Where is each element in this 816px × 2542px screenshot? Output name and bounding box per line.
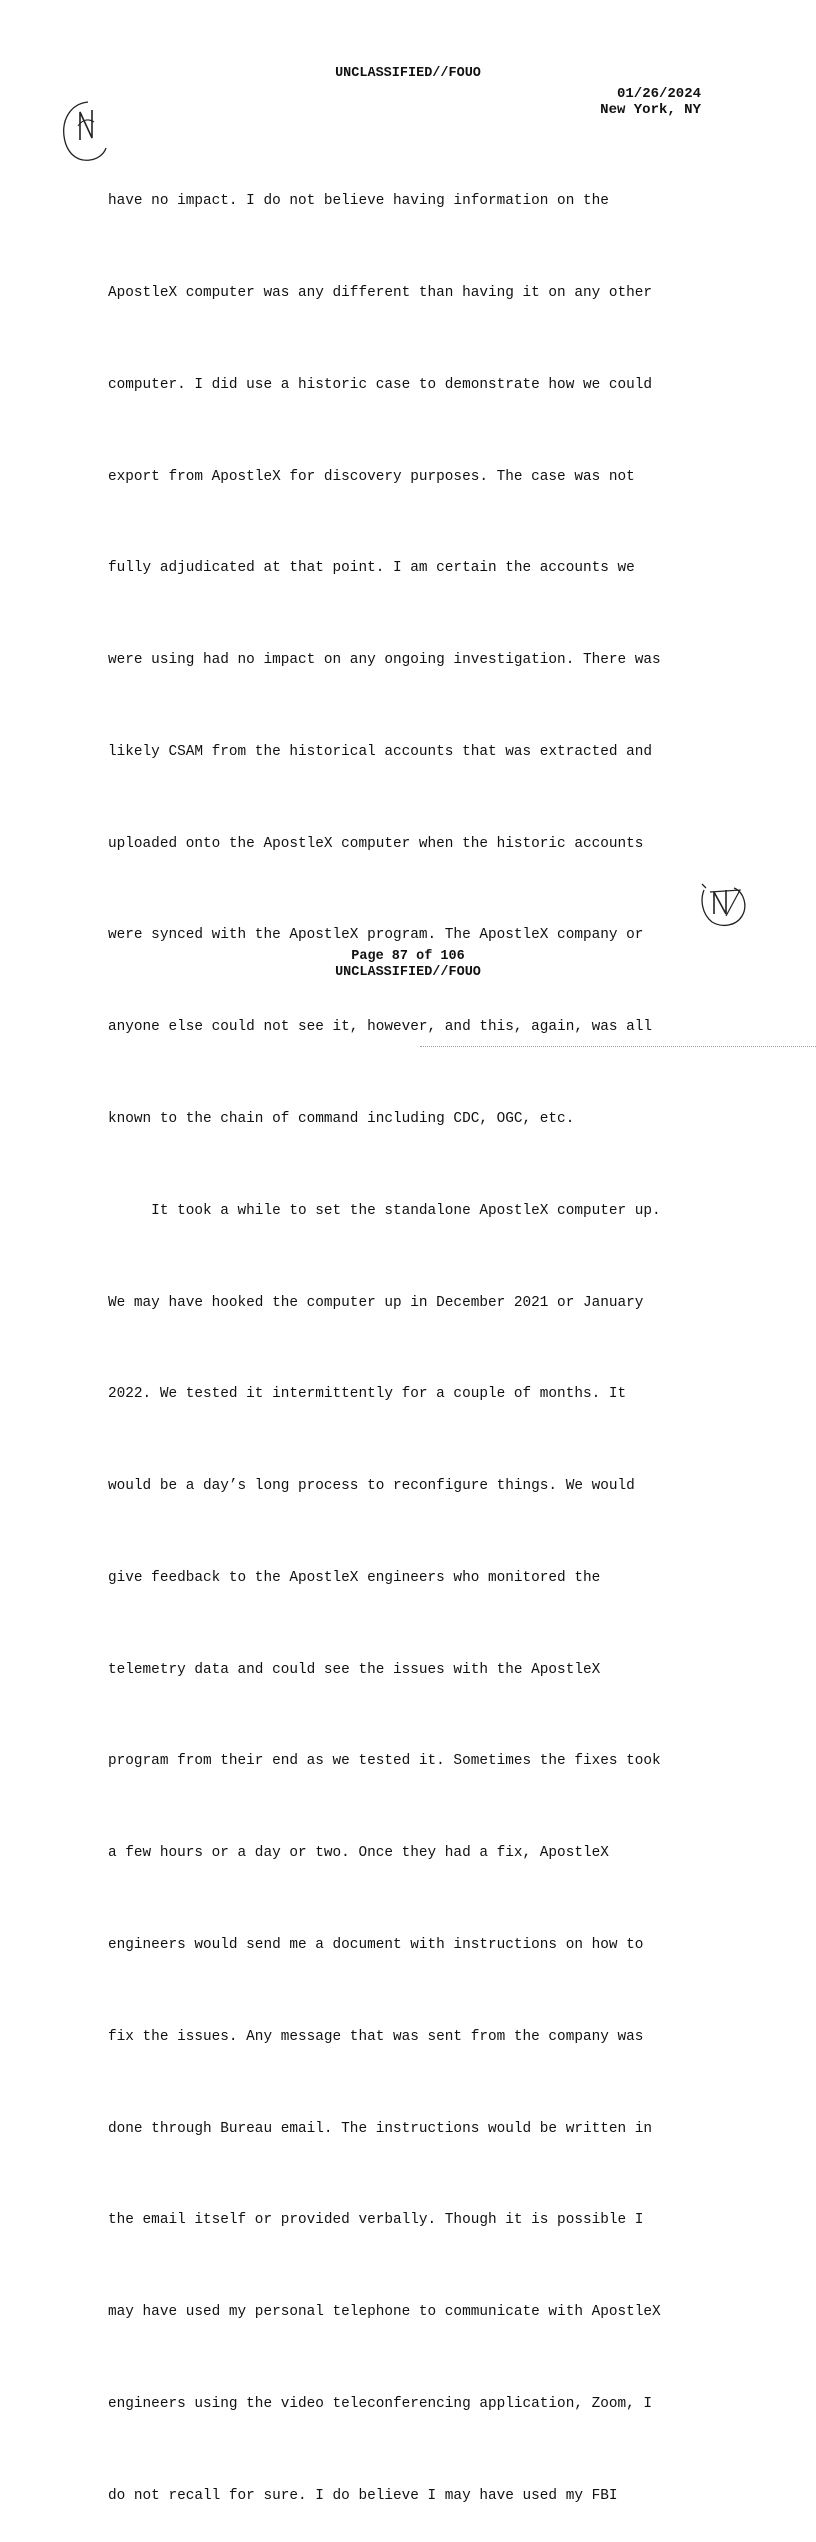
handwritten-initials-mark (696, 880, 752, 928)
statement-line: give feedback to the ApostleX engineers who monitored the (108, 1569, 601, 1586)
statement-body (108, 125, 708, 2542)
statement-line: may have used my personal telephone to communicate with ApostleX (108, 2304, 661, 2321)
statement-line: anyone else could not see it, however, and this, again, was all (108, 1019, 653, 1036)
statement-line: 2022. We tested it intermittently for a couple of months. It (108, 1386, 627, 1403)
statement-line: uploaded onto the ApostleX computer when the historic accounts (108, 835, 644, 852)
statement-line: export from ApostleX for discovery purposes. The case was not (108, 468, 635, 485)
page-number: Page 87 of 106 (351, 949, 465, 964)
statement-line: We may have hooked the computer up in December 2021 or January (108, 1294, 644, 1311)
statement-line: done through Bureau email. The instructions would be written in (108, 2120, 653, 2137)
statement-line: known to the chain of command including CDC, OGC, etc. (108, 1111, 575, 1127)
scan-edge-line (420, 1046, 816, 1048)
statement-line: program from their end as we tested it. Sometimes the fixes took (108, 1753, 661, 1770)
statement-line: fully adjudicated at that point. I am certain the accounts we (108, 560, 635, 577)
statement-line: were using had no impact on any ongoing investigation. There was (108, 652, 661, 669)
statement-line: have no impact. I do not believe having information on the (108, 193, 609, 210)
classification-header: UNCLASSIFIED//FOUO (335, 66, 481, 81)
statement-line: likely CSAM from the historical accounts that was extracted and (108, 743, 653, 760)
statement-line: ApostleX computer was any different than having it on any other (108, 284, 653, 301)
statement-line: do not recall for sure. I do believe I may have used my FBI (108, 2487, 618, 2504)
statement-line: telemetry data and could see the issues with the ApostleX (108, 1661, 601, 1678)
statement-line: It took a while to set the standalone ApostleX computer up. (108, 1202, 661, 1219)
statement-line: engineers would send me a document with instructions on how to (108, 1937, 644, 1954)
document-location: New York, NY (600, 102, 701, 118)
handwritten-initials-mark (58, 98, 114, 166)
statement-line: computer. I did use a historic case to demonstrate how we could (108, 376, 653, 393)
statement-line: the email itself or provided verbally. Though it is possible I (108, 2212, 644, 2229)
statement-line: a few hours or a day or two. Once they had a fix, ApostleX (108, 1845, 609, 1862)
document-date: 01/26/2024 (616, 86, 701, 102)
statement-line: fix the issues. Any message that was sent from the company was (108, 2028, 644, 2045)
statement-line: would be a day’s long process to reconfigure things. We would (108, 1478, 635, 1495)
classification-footer: UNCLASSIFIED//FOUO (335, 965, 481, 980)
statement-line: engineers using the video teleconferencing application, Zoom, I (108, 2395, 653, 2412)
statement-line: were synced with the ApostleX program. The ApostleX company or (108, 927, 644, 944)
